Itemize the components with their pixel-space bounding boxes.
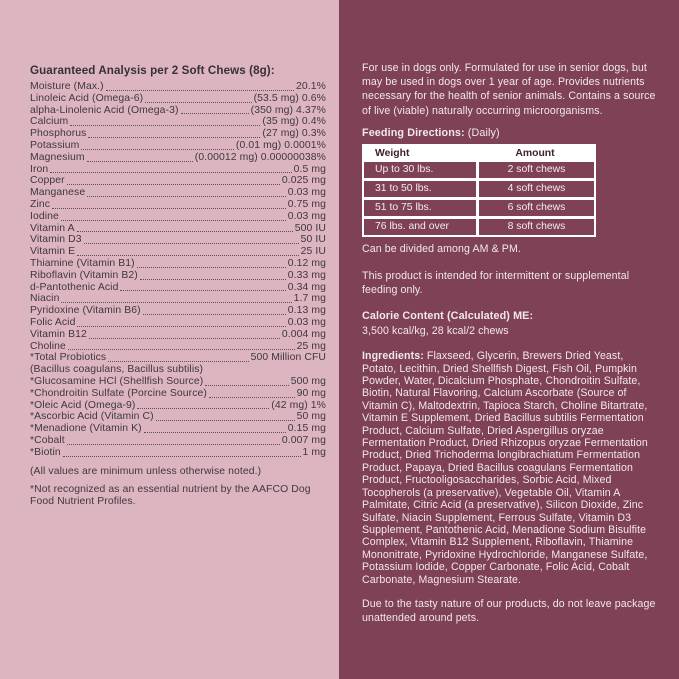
nutrient-name: Folic Acid (30, 316, 76, 328)
dotted-leader (145, 102, 251, 103)
dotted-leader (67, 184, 280, 185)
nutrient-name: Potassium (30, 139, 80, 151)
nutrient-value: 25 IU (300, 246, 326, 258)
analysis-row (30, 105, 326, 117)
nutrient-name: Riboflavin (Vitamin B2) (30, 269, 138, 281)
nutrient-name: Zinc (30, 198, 51, 210)
nutrient-value: (350 mg) 4.37% (250, 104, 326, 116)
analysis-row (30, 270, 326, 282)
analysis-row (30, 293, 326, 305)
nutrient-value: 0.025 mg (281, 175, 326, 187)
analysis-row (30, 400, 326, 412)
nutrient-value: 0.03 mg (287, 210, 326, 222)
nutrient-name: *Ascorbic Acid (Vitamin C) (30, 411, 154, 423)
analysis-row (30, 152, 326, 164)
nutrient-name: *Menadione (Vitamin K) (30, 423, 142, 435)
nutrient-value: 500 IU (294, 222, 326, 234)
nutrient-name: Manganese (30, 187, 86, 199)
amount-cell: 6 soft chews (479, 200, 594, 216)
minimum-values-note: (All values are minimum unless otherwise noted.) (30, 465, 262, 477)
dotted-leader (88, 137, 260, 138)
dotted-leader (50, 172, 291, 173)
nutrient-value: 50 mg (296, 411, 326, 423)
nutrient-name: *Biotin (30, 446, 61, 458)
weight-column-header: Weight (375, 147, 410, 159)
feeding-table-body (364, 162, 594, 235)
directions-panel (339, 0, 679, 679)
nutrient-value: 0.03 mg (287, 316, 326, 328)
nutrient-name: (Bacillus coagulans, Bacillus subtilis) (30, 364, 204, 376)
amount-cell: 8 soft chews (479, 219, 594, 235)
dotted-leader (70, 125, 260, 126)
dotted-leader (87, 161, 193, 162)
feeding-table-row (364, 200, 594, 216)
nutrient-value: 0.33 mg (287, 269, 326, 281)
dotted-leader (77, 326, 285, 327)
feeding-table-row (364, 162, 594, 178)
nutrient-value: 0.34 mg (287, 281, 326, 293)
nutrient-value: 500 mg (290, 375, 326, 387)
nutrient-name: Vitamin B12 (30, 328, 87, 340)
nutrient-value: 90 mg (296, 387, 326, 399)
analysis-row (30, 447, 326, 459)
feeding-directions-heading (362, 127, 661, 139)
dotted-leader (205, 385, 288, 386)
analysis-list (30, 81, 326, 459)
analysis-row (30, 423, 326, 435)
analysis-row (30, 341, 326, 353)
dotted-leader (61, 302, 291, 303)
ingredients-paragraph (362, 350, 658, 586)
nutrient-name: Iron (30, 163, 49, 175)
analysis-row (30, 128, 326, 140)
nutrient-name: Choline (30, 340, 66, 352)
analysis-row (30, 329, 326, 341)
dotted-leader (89, 338, 280, 339)
analysis-row (30, 282, 326, 294)
weight-cell: Up to 30 lbs. (364, 162, 476, 178)
aafco-footnote: *Not recognized as an essential nutrient by the AAFCO Dog Food Nutrient Profiles. (30, 483, 311, 508)
ingredients-label: Ingredients: (362, 350, 424, 363)
directions-content (339, 0, 679, 625)
calorie-content-heading: Calorie Content (Calculated) ME: (362, 310, 534, 323)
nutrient-value: 0.5 mg (293, 163, 326, 175)
nutrient-value: 0.75 mg (287, 198, 326, 210)
nutrient-name: *Chondroitin Sulfate (Porcine Source) (30, 387, 207, 399)
analysis-row (30, 305, 326, 317)
analysis-row (30, 140, 326, 152)
nutrient-name: Vitamin E (30, 246, 76, 258)
feeding-table-row (364, 219, 594, 235)
guaranteed-analysis-panel (0, 0, 339, 679)
dotted-leader (140, 279, 286, 280)
analysis-row (30, 317, 326, 329)
nutrient-name: Linoleic Acid (Omega-6) (30, 92, 144, 104)
nutrient-value: 0.004 mg (281, 328, 326, 340)
analysis-row (30, 211, 326, 223)
nutrient-value: 1 mg (302, 446, 326, 458)
analysis-row (30, 376, 326, 388)
nutrient-value: 0.007 mg (281, 434, 326, 446)
dotted-leader (52, 208, 286, 209)
tasty-warning-text: Due to the tasty nature of our products, do not leave package unattended around pets. (362, 597, 656, 625)
nutrient-name: *Glucosamine HCl (Shellfish Source) (30, 375, 204, 387)
weight-cell: 76 lbs. and over (364, 219, 476, 235)
feeding-table-row (364, 181, 594, 197)
nutrient-name: Magnesium (30, 151, 85, 163)
ingredients-text: Flaxseed, Glycerin, Brewers Dried Yeast, Potato, Lecithin, Dried Shellfish Digest, Fish Oil, Pumpkin Powder, Water, Dicalcium Phosphate, Chondroitin Sulfate, Biotin, Natural Flavoring, Calcium Ascorbate (Source of Vitamin C), Maltodextrin, Tapioca Starch, Choline Bitartrate, Vitamin E Supplement, Dried Bacillus subtilis Fermentation Product, Calcium Sulfate, Dried Aspergillus oryzae Fermentation Product, Dried Rhizopus oryzae Fermentation Product, Dried Trichoderma longibrachiatum Fermentation Product, Papaya, Dried Bacillus coagulans Fermentation Product, Fructooligosaccharides, Sorbic Acid, Mixed Tocopherols (a preservative), Vegetable Oil, Vitamin A Palmitate, Citric Acid (a preservative), Silicon Dioxide, Zinc Sulfate, Niacin Supplement, Ferrous Sulfate, Vitamin D3 Supplement, Pantothenic Acid, Menadione Sodium Bisulfite Complex, Vitamin B12 Supplement, Riboflavin, Thiamine Mononitrate, Pyridoxine Hydrochloride, Manganese Sulfate, Potassium Iodide, Copper Carbonate, Folic Acid, Cobalt Carbonate, Magnesium Stearate. (362, 350, 648, 586)
dotted-leader (87, 196, 286, 197)
nutrient-value: (27 mg) 0.3% (262, 128, 326, 140)
feeding-table (362, 144, 596, 237)
nutrient-value: 20.1% (296, 81, 326, 92)
analysis-row (30, 116, 326, 128)
analysis-row (30, 164, 326, 176)
nutrient-name: Pyridoxine (Vitamin B6) (30, 305, 141, 317)
dotted-leader (77, 231, 293, 232)
nutrient-name: Vitamin D3 (30, 234, 82, 246)
dotted-leader (108, 361, 248, 362)
feeding-directions-daily: (Daily) (464, 126, 500, 139)
nutrient-value: 0.13 mg (287, 305, 326, 317)
analysis-row (30, 246, 326, 258)
dotted-leader (68, 349, 295, 350)
analysis-row (30, 364, 326, 376)
nutrient-name: Phosphorus (30, 128, 87, 140)
analysis-row (30, 93, 326, 105)
nutrient-name: alpha-Linolenic Acid (Omega-3) (30, 104, 179, 116)
weight-cell: 31 to 50 lbs. (364, 181, 476, 197)
nutrient-value: 1.7 mg (293, 293, 326, 305)
dotted-leader (77, 255, 298, 256)
nutrient-name: Vitamin A (30, 222, 75, 234)
divided-note: Can be divided among AM & PM. (362, 242, 521, 255)
calorie-content-value: 3,500 kcal/kg, 28 kcal/2 chews (362, 325, 509, 338)
analysis-row (30, 81, 326, 93)
dotted-leader (137, 408, 269, 409)
amount-cell: 2 soft chews (479, 162, 594, 178)
analysis-row (30, 352, 326, 364)
dotted-leader (106, 90, 294, 91)
dotted-leader (61, 220, 286, 221)
guaranteed-analysis-content (0, 0, 339, 509)
analysis-row (30, 199, 326, 211)
analysis-row (30, 234, 326, 246)
dotted-leader (144, 432, 286, 433)
intermittent-feeding-note: This product is intended for intermittent or supplemental feeding only. (362, 269, 630, 297)
analysis-row (30, 258, 326, 270)
nutrient-name: Iodine (30, 210, 59, 222)
guaranteed-analysis-heading: Guaranteed Analysis per 2 Soft Chews (8g): (30, 64, 275, 77)
nutrient-name: Calcium (30, 116, 69, 128)
nutrient-value: 50 IU (300, 234, 326, 246)
analysis-row (30, 388, 326, 400)
nutrient-value: 0.15 mg (287, 423, 326, 435)
nutrient-value: 0.12 mg (287, 257, 326, 269)
nutrient-value: (35 mg) 0.4% (262, 116, 326, 128)
dotted-leader (120, 290, 285, 291)
dotted-leader (143, 314, 286, 315)
dotted-leader (84, 243, 299, 244)
analysis-row (30, 435, 326, 447)
dotted-leader (81, 149, 234, 150)
analysis-row (30, 175, 326, 187)
nutrient-value: 25 mg (296, 340, 326, 352)
dotted-leader (209, 397, 295, 398)
dotted-leader (156, 420, 295, 421)
analysis-row (30, 223, 326, 235)
feeding-directions-label: Feeding Directions: (362, 126, 465, 139)
usage-intro-text: For use in dogs only. Formulated for use in senior dogs, but may be used in dogs over 1 year of age. Provides nutrients necessary for the health of senior animals. Contains a source of live (viable) naturally occurring microorganisms. (362, 62, 656, 117)
nutrient-name: Thiamine (Vitamin B1) (30, 257, 135, 269)
nutrient-value: (53.5 mg) 0.6% (253, 92, 326, 104)
nutrient-name: *Cobalt (30, 434, 65, 446)
nutrient-value: (42 mg) 1% (271, 399, 326, 411)
nutrient-name: Moisture (Max.) (30, 81, 104, 92)
analysis-row (30, 187, 326, 199)
nutrient-name: *Oleic Acid (Omega-9) (30, 399, 136, 411)
weight-cell: 51 to 75 lbs. (364, 200, 476, 216)
nutrient-value: 500 Million CFU (250, 352, 326, 364)
nutrient-name: d-Pantothenic Acid (30, 281, 119, 293)
dotted-leader (63, 456, 301, 457)
nutrient-value: (0.00012 mg) 0.00000038% (194, 151, 326, 163)
dotted-leader (181, 113, 249, 114)
amount-column-header: Amount (515, 147, 555, 159)
nutrient-value: (0.01 mg) 0.0001% (235, 139, 326, 151)
amount-cell: 4 soft chews (479, 181, 594, 197)
analysis-row (30, 411, 326, 423)
nutrient-value: 0.03 mg (287, 187, 326, 199)
dotted-leader (137, 267, 286, 268)
nutrient-name: *Total Probiotics (30, 352, 107, 364)
nutrient-name: Copper (30, 175, 65, 187)
nutrient-name: Niacin (30, 293, 60, 305)
feeding-table-header (364, 146, 594, 162)
dotted-leader (67, 444, 280, 445)
